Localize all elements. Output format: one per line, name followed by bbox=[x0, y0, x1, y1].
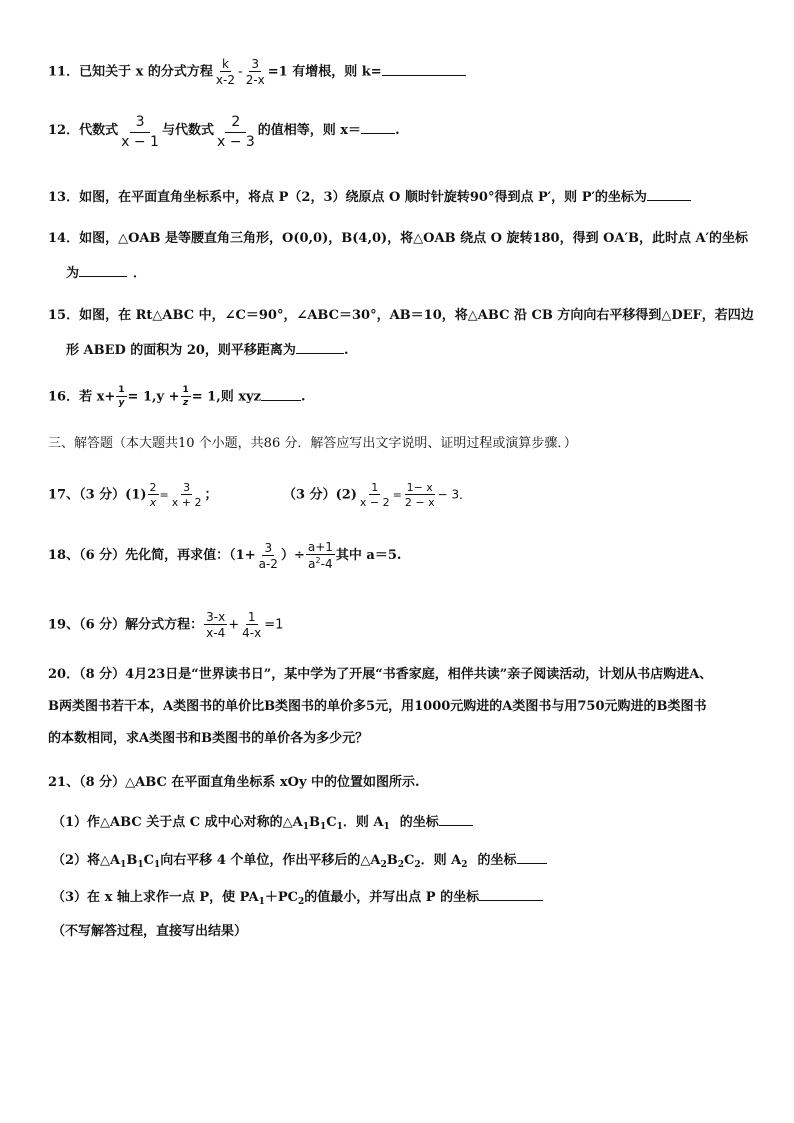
fraction: $\frac{1}{x - 2}$ bbox=[359, 481, 390, 509]
fraction: $\frac{1}{y}$ bbox=[118, 385, 125, 408]
question-number: 21、 bbox=[48, 775, 80, 790]
question-text: 与代数式 bbox=[161, 123, 214, 138]
question-14-line2: 为 ． bbox=[66, 266, 147, 281]
fraction: $\frac{3}{a-2}$ bbox=[258, 540, 278, 571]
question-number: 13． bbox=[48, 190, 80, 205]
question-20-line3: 的本数相同，求A类图书和B类图书的单价各为多少元？ bbox=[48, 731, 369, 746]
question-number: 19、 bbox=[48, 617, 80, 633]
question-text: 如图，在平面直角坐标系中，将点 P（2，3）绕原点 O 顺时针旋转90°得到点 P′，则 P′的坐标为 bbox=[79, 190, 647, 205]
answer-blank[interactable] bbox=[382, 63, 466, 76]
question-number: 15． bbox=[48, 308, 80, 323]
question-20-line2: B两类图书若干本，A类图书的单价比B类图书的单价多5元，用1000元购进的A类图书与用750元购进的B类图书 bbox=[48, 699, 707, 714]
question-19: 19、（6 分）解分式方程： $\frac{3-x}{x-4}$ + $\frac{1}{4-x}$ =1 bbox=[48, 610, 284, 640]
fraction: $\frac{k}{x-2}$ bbox=[215, 57, 235, 87]
fraction: $\frac{2}{x}$ bbox=[149, 481, 157, 509]
question-21-part1: （1）作△ABC 关于点 C 成中心对称的$\triangle A_1B_1C_1$．则 $A_1$ 的坐标 bbox=[52, 813, 473, 832]
answer-blank[interactable] bbox=[647, 188, 691, 201]
answer-blank[interactable] bbox=[261, 388, 301, 401]
question-number: 20． bbox=[48, 667, 80, 682]
question-text: 代数式 bbox=[79, 123, 119, 138]
answer-blank[interactable] bbox=[439, 813, 473, 826]
question-21-part3: （3）在 x 轴上求作一点 P，使 $PA_1+PC_2$的值最小，并写出点 P 的坐标 bbox=[52, 888, 543, 907]
question-16: 16．若 x+ $\frac{1}{y}$ = 1,y + $\frac{1}{z}$ = 1,则 xyz . bbox=[48, 385, 306, 408]
question-21-note: （不写解答过程，直接写出结果） bbox=[52, 924, 248, 939]
question-21-part2: （2）将$\triangle A_1B_1C_1$向右平移 4 个单位，作出平移后的$\triangle A_2B_2C_2$．则 $A_2$ 的坐标 bbox=[52, 851, 547, 870]
fraction: $\frac{1- x}{2 - x}$ bbox=[404, 481, 435, 509]
question-15 bbox=[48, 309, 754, 322]
fraction: $\frac{3}{2-x}$ bbox=[245, 57, 265, 87]
answer-blank[interactable] bbox=[361, 121, 395, 134]
answer-blank[interactable] bbox=[479, 888, 543, 901]
fraction: $\frac{3}{x + 2}$ bbox=[171, 481, 202, 509]
question-18: 18、（6 分）先化简，再求值：（1+ $\frac{3}{a-2}$ ）÷ $\frac{a+1}{a^2-4}$ 其中 a＝5. bbox=[48, 540, 402, 571]
question-text: =1 有增根，则 k= bbox=[267, 64, 382, 80]
question-text: 如图，△OAB 是等腰直角三角形，O(0,0)，B(4,0)，将△OAB 绕点 O 旋转180，得到 OA′B，此时点 A′的坐标 bbox=[79, 231, 748, 246]
fraction: $\frac{2}{x - 3}$ bbox=[216, 114, 255, 150]
question-14 bbox=[48, 232, 748, 245]
question-17-part2: （3 分）(2) $\frac{1}{x - 2}$ = $\frac{1- x}{2 - x}$ − 3． bbox=[283, 481, 472, 509]
answer-blank[interactable] bbox=[79, 264, 127, 277]
question-number: 14． bbox=[48, 231, 80, 246]
question-number: 16． bbox=[48, 389, 80, 405]
question-text: 如图，在 Rt△ABC 中，∠C＝90°，∠ABC＝30°，AB＝10，将△ABC 沿 CB 方向向右平移得到△DEF，若四边 bbox=[79, 308, 754, 323]
question-number: 17、 bbox=[48, 487, 80, 503]
question-number: 12． bbox=[48, 123, 80, 138]
question-number: 11． bbox=[48, 64, 80, 80]
question-20: 20．（8 分）4月23日是“世界读书日”，某中学为了开展“书香家庭，相伴共读”亲子阅读活动，计划从书店购进A、 bbox=[48, 667, 713, 682]
fraction: $\frac{1}{z}$ bbox=[182, 385, 189, 408]
fraction: $\frac{1}{4-x}$ bbox=[242, 610, 262, 640]
fraction: $\frac{3}{x - 1}$ bbox=[121, 114, 159, 150]
fraction: $\frac{a+1}{a^2-4}$ bbox=[307, 540, 333, 571]
question-12: 12．代数式 $\frac{3}{x - 1}$ 与代数式 $\frac{2}{x - 3}$ 的值相等，则 x＝ . bbox=[48, 114, 400, 150]
question-15-line2: 形 ABED 的面积为 20，则平移距离为 . bbox=[66, 343, 349, 358]
question-11: 11．已知关于 x 的分式方程 $\frac{k}{x-2}$ - $\frac{3}{2-x}$ =1 有增根，则 k= bbox=[48, 58, 466, 86]
question-21: 21、（8 分）△ABC 在平面直角坐标系 xOy 中的位置如图所示. bbox=[48, 775, 420, 790]
question-text: 的值相等，则 x＝ bbox=[257, 123, 362, 138]
question-17: 17、（3 分）(1) $\frac{2}{x}$ = $\frac{3}{x + 2}$ ； bbox=[48, 481, 218, 509]
answer-blank[interactable] bbox=[296, 341, 344, 354]
question-13 bbox=[48, 188, 691, 204]
fraction: $\frac{3-x}{x-4}$ bbox=[206, 610, 226, 640]
section-heading: 三、解答题（本大题共10 个小题，共86 分．解答应写出文字说明、证明过程或演算步骤．） bbox=[48, 436, 577, 451]
question-text: 已知关于 x 的分式方程 bbox=[79, 64, 213, 80]
question-number: 18、 bbox=[48, 548, 80, 563]
answer-blank[interactable] bbox=[517, 851, 547, 864]
